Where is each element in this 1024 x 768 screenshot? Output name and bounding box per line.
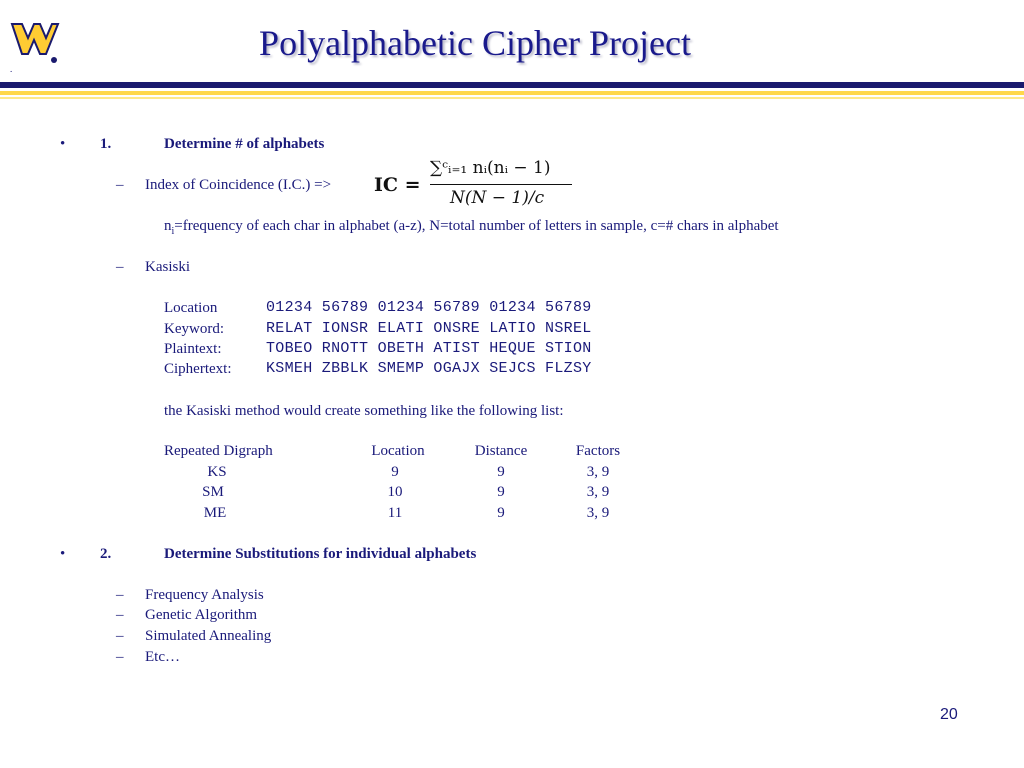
header-divider-navy bbox=[0, 82, 1024, 88]
dash-bullet: – bbox=[116, 587, 124, 603]
table-header: Distance bbox=[474, 443, 528, 459]
row-label: Ciphertext: bbox=[164, 361, 232, 377]
kasiski-label: Kasiski bbox=[145, 259, 190, 275]
kasiski-note: the Kasiski method would create something like the following list: bbox=[164, 403, 564, 419]
table-cell: 9 bbox=[497, 484, 505, 500]
table-cell: 11 bbox=[387, 505, 403, 521]
definition-n: n bbox=[164, 218, 172, 234]
dash-bullet: – bbox=[116, 607, 124, 623]
logo-dot: . bbox=[10, 64, 13, 74]
table-cell: 9 bbox=[497, 505, 505, 521]
formula-denominator: N(N − 1)/c bbox=[450, 188, 545, 208]
definition-sub: i bbox=[171, 226, 175, 237]
dash-bullet: – bbox=[116, 628, 124, 644]
header-divider-gold-light bbox=[0, 97, 1024, 99]
table-cell: ME bbox=[203, 505, 227, 521]
list-item: Simulated Annealing bbox=[145, 628, 272, 644]
list-item: Etc… bbox=[145, 649, 180, 665]
dash-bullet: – bbox=[116, 177, 124, 193]
row-value: KSMEH ZBBLK SMEMP OGAJX SEJCS FLZSY bbox=[266, 360, 592, 377]
list-item: Genetic Algorithm bbox=[145, 607, 258, 623]
row-label: Location bbox=[164, 300, 218, 316]
row-value: TOBEO RNOTT OBETH ATIST HEQUE STION bbox=[266, 340, 592, 357]
list-item: Frequency Analysis bbox=[145, 587, 264, 603]
page-title: Polyalphabetic Cipher Project bbox=[259, 23, 691, 63]
formula-numerator: ∑ᶜᵢ₌₁ nᵢ(nᵢ − 1) bbox=[430, 158, 551, 178]
definition-text bbox=[164, 217, 779, 241]
formula-lhs: IC = bbox=[374, 174, 421, 196]
ic-formula bbox=[374, 158, 584, 214]
row-label: Plaintext: bbox=[164, 341, 222, 357]
table-cell: 3, 9 bbox=[586, 505, 610, 521]
table-header: Repeated Digraph bbox=[164, 443, 273, 459]
table-cell: 3, 9 bbox=[586, 484, 610, 500]
table-header: Factors bbox=[575, 443, 621, 459]
section-heading: Determine # of alphabets bbox=[164, 136, 325, 152]
header-divider-gold bbox=[0, 91, 1024, 95]
table-cell: SM bbox=[202, 484, 224, 500]
section-heading: Determine Substitutions for individual alphabets bbox=[164, 546, 477, 562]
dash-bullet: – bbox=[116, 259, 124, 275]
row-label: Keyword: bbox=[164, 321, 224, 337]
bullet: • bbox=[60, 136, 66, 152]
row-value: RELAT IONSR ELATI ONSRE LATIO NSREL bbox=[266, 320, 592, 337]
table-cell: 9 bbox=[391, 464, 399, 480]
dash-bullet: – bbox=[116, 649, 124, 665]
row-value: 01234 56789 01234 56789 01234 56789 bbox=[266, 299, 592, 316]
definition-rest: =frequency of each char in alphabet (a-z), N=total number of letters in sample, c=# chars in alphabet bbox=[174, 218, 779, 234]
formula-fraction-line bbox=[430, 184, 572, 185]
page-number: 20 bbox=[940, 706, 958, 723]
section-number: 1. bbox=[100, 136, 112, 152]
bullet: • bbox=[60, 546, 66, 562]
table-cell: 3, 9 bbox=[586, 464, 610, 480]
table-cell: 9 bbox=[497, 464, 505, 480]
section-number: 2. bbox=[100, 546, 112, 562]
table-cell: KS bbox=[207, 464, 227, 480]
ic-label: Index of Coincidence (I.C.) => bbox=[145, 177, 332, 193]
table-header: Location bbox=[371, 443, 425, 459]
table-cell: 10 bbox=[387, 484, 403, 500]
